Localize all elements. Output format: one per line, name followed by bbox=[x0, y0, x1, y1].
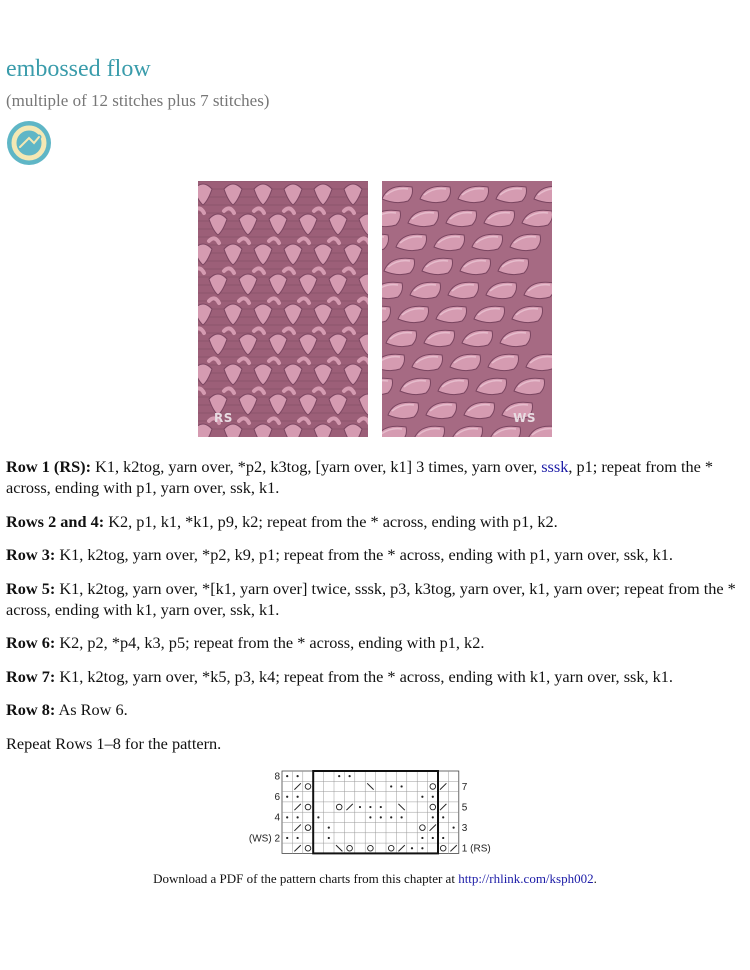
instruction-repeat: Repeat Rows 1–8 for the pattern. bbox=[6, 733, 222, 753]
instruction-row-7: Row 7: K1, k2tog, yarn over, *k5, p3, k4; repeat from the * across, ending with k1, yarn over, ssk, k1. bbox=[6, 666, 674, 686]
instruction-row-3: Row 3: K1, k2tog, yarn over, *p2, k9, p1; repeat from the * across, ending with p1, yarn over, ssk, k1. bbox=[6, 545, 674, 564]
chart-row-label-left: 4 bbox=[274, 812, 280, 824]
sssk-link[interactable]: sssk bbox=[541, 457, 569, 476]
rs-fabric-image bbox=[198, 181, 368, 437]
chart-row-label-right: 5 bbox=[461, 802, 468, 814]
chart-row-label-right: 7 bbox=[461, 781, 468, 793]
chart-row-label-right: 3 bbox=[461, 823, 468, 834]
instruction-row-8: Row 8: As Row 6. bbox=[6, 700, 128, 719]
chart-row-label-left: 8 bbox=[274, 771, 280, 783]
chart-row-label-right: 1 (RS) bbox=[461, 843, 491, 855]
download-link[interactable]: http://rhlink.com/ksph002 bbox=[458, 871, 594, 886]
rs-label: RS bbox=[214, 411, 233, 425]
download-note: Download a PDF of the pattern charts from this chapter at http://rhlink.com/ksph002. bbox=[153, 871, 597, 886]
instruction-row-5: Row 5: K1, k2tog, yarn over, *[k1, yarn over] twice, sssk, p3, k3tog, yarn over, k1, yarn over; repeat from the * across, ending with k1, yarn over, ssk, k1. bbox=[6, 578, 736, 619]
swatch-photos bbox=[198, 181, 552, 437]
stitch-multiple: (multiple of 12 stitches plus 7 stitches) bbox=[6, 91, 270, 110]
instruction-row-6: Row 6: K2, p2, *p4, k3, p5; repeat from the * across, ending with p1, k2. bbox=[6, 633, 485, 652]
page-title: embossed flow bbox=[6, 56, 151, 82]
chart-row-label-left: 6 bbox=[274, 792, 280, 804]
ws-label: WS bbox=[513, 411, 536, 425]
stitch-chart bbox=[238, 766, 513, 858]
pattern-instructions bbox=[6, 456, 746, 766]
ws-fabric-image bbox=[382, 181, 552, 437]
swirl-logo-icon bbox=[6, 120, 52, 166]
swatch-photo-rs bbox=[198, 181, 368, 437]
swatch-photo-ws bbox=[382, 181, 552, 437]
instruction-row-1: Row 1 (RS): K1, k2tog, yarn over, *p2, k3tog, [yarn over, k1] 3 times, yarn over, sssk, p1; repeat from the * across, ending with p1, yarn over, ssk, k1. bbox=[6, 457, 714, 497]
chart-row-label-left: (WS) 2 bbox=[248, 833, 280, 845]
instruction-rows-2-4: Rows 2 and 4: K2, p1, k1, *k1, p9, k2; repeat from the * across, ending with p1, k2. bbox=[6, 511, 558, 531]
